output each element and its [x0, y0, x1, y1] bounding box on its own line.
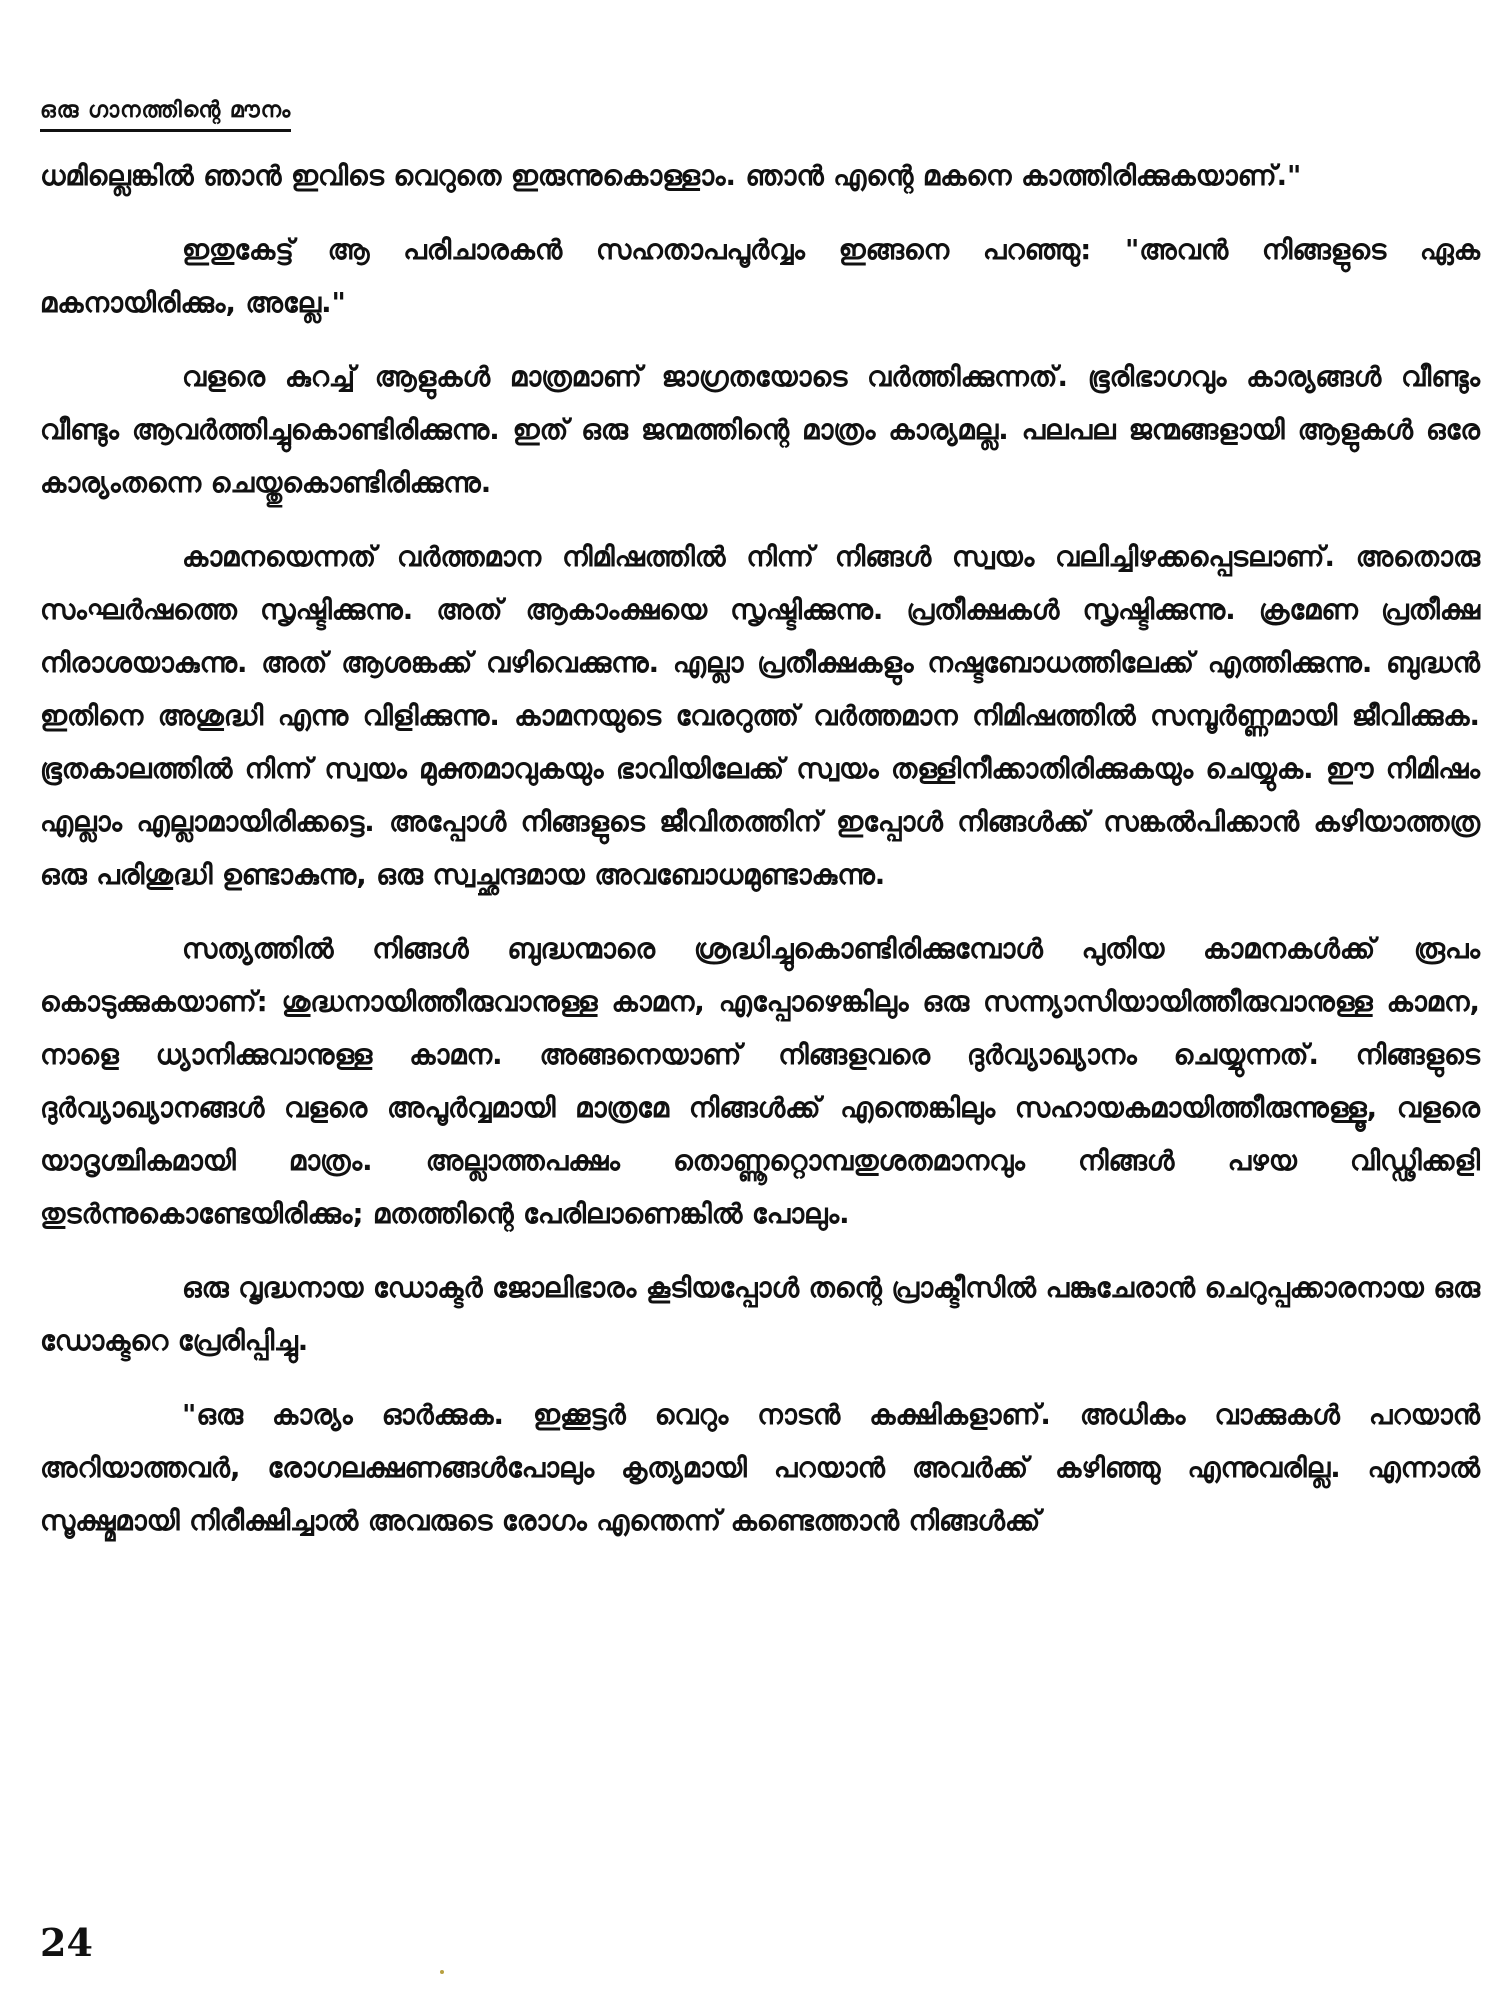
paragraph-2: ഇതുകേട്ട് ആ പരിചാരകൻ സഹതാപപൂർവ്വം ഇങ്ങനെ പറഞ്ഞു: "അവൻ നിങ്ങളുടെ ഏക മകനായിരിക്കും, അല്ലേ."	[40, 234, 1480, 319]
paragraph-1: ധമില്ലെങ്കിൽ ഞാൻ ഇവിടെ വെറുതെ ഇരുന്നുകൊള്ളാം. ഞാൻ എന്റെ മകനെ കാത്തിരിക്കുകയാണ്."	[40, 160, 1302, 192]
page-number: 24	[40, 1920, 93, 1965]
paragraph-4: കാമനയെന്നത് വർത്തമാന നിമിഷത്തിൽ നിന്ന് നിങ്ങൾ സ്വയം വലിച്ചിഴക്കപ്പെടലാണ്. അതൊരു സംഘർഷത്തെ സൃഷ്ടിക്കുന്നു. അത് ആകാംക്ഷയെ സൃഷ്ടിക്കുന്നു. പ്രതീക്ഷകൾ സൃഷ്ടിക്കുന്നു. ക്രമേണ പ്രതീക്ഷ നിരാശയാകുന്നു. അത് ആശങ്കക്ക് വഴിവെക്കുന്നു. എല്ലാ പ്രതീക്ഷകളും നഷ്ടബോധത്തിലേക്ക് എത്തിക്കുന്നു. ബുദ്ധൻ ഇതിനെ അശുദ്ധി എന്നു വിളിക്കുന്നു. കാമനയുടെ വേരറുത്ത് വർത്തമാന നിമിഷത്തിൽ സമ്പൂർണ്ണമായി ജീവിക്കുക. ഭൂതകാലത്തിൽ നിന്ന് സ്വയം മുക്തമാവുകയും ഭാവിയിലേക്ക് സ്വയം തള്ളിനീക്കാതിരിക്കുകയും ചെയ്യുക. ഈ നിമിഷം എല്ലാം എല്ലാമായിരിക്കട്ടെ. അപ്പോൾ നിങ്ങളുടെ ജീവിതത്തിന് ഇപ്പോൾ നിങ്ങൾക്ക് സങ്കൽപിക്കാൻ കഴിയാത്തത്ര ഒരു പരിശുദ്ധി ഉണ്ടാകുന്നു, ഒരു സ്വച്ഛന്ദമായ അവബോധമുണ്ടാകുന്നു.	[40, 541, 1480, 891]
paragraph-5: സത്യത്തിൽ നിങ്ങൾ ബുദ്ധന്മാരെ ശ്രദ്ധിച്ചുകൊണ്ടിരിക്കുമ്പോൾ പുതിയ കാമനകൾക്ക് രൂപം കൊടുക്കുകയാണ്: ശുദ്ധനായിത്തീരുവാനുള്ള കാമന, എപ്പോഴെങ്കിലും ഒരു സന്ന്യാസിയായിത്തീരുവാനുള്ള കാമന, നാളെ ധ്യാനിക്കുവാനുള്ള കാമന. അങ്ങനെയാണ് നിങ്ങളവരെ ദുർവ്യാഖ്യാനം ചെയ്യുന്നത്. നിങ്ങളുടെ ദുർവ്യാഖ്യാനങ്ങൾ വളരെ അപൂർവ്വമായി മാത്രമേ നിങ്ങൾക്ക് എന്തെങ്കിലും സഹായകമായിത്തീരുന്നുള്ളൂ, വളരെ യാദൃശ്ചികമായി മാത്രം. അല്ലാത്തപക്ഷം തൊണ്ണൂറ്റൊമ്പതുശതമാനവും നിങ്ങൾ പഴയ വിഡ്ഢിക്കളി തുടർന്നുകൊണ്ടേയിരിക്കും; മതത്തിന്റെ പേരിലാണെങ്കിൽ പോലും.	[40, 933, 1480, 1230]
body-text	[40, 150, 1480, 1569]
ink-speck	[440, 1970, 444, 1974]
paragraph-6: ഒരു വൃദ്ധനായ ഡോക്ടർ ജോലിഭാരം കൂടിയപ്പോൾ തന്റെ പ്രാക്ടീസിൽ പങ്കുചേരാൻ ചെറുപ്പക്കാരനായ ഒരു ഡോക്ടറെ പ്രേരിപ്പിച്ചു.	[40, 1272, 1480, 1357]
paragraph-3: വളരെ കുറച്ച് ആളുകൾ മാത്രമാണ് ജാഗ്രതയോടെ വർത്തിക്കുന്നത്. ഭൂരിഭാഗവും കാര്യങ്ങൾ വീണ്ടും വീണ്ടും ആവർത്തിച്ചുകൊണ്ടിരിക്കുന്നു. ഇത് ഒരു ജന്മത്തിന്റെ മാത്രം കാര്യമല്ല. പലപല ജന്മങ്ങളായി ആളുകൾ ഒരേ കാര്യംതന്നെ ചെയ്തുകൊണ്ടിരിക്കുന്നു.	[40, 361, 1480, 499]
paragraph-7: "ഒരു കാര്യം ഓർക്കുക. ഇക്കൂട്ടർ വെറും നാടൻ കക്ഷികളാണ്. അധികം വാക്കുകൾ പറയാൻ അറിയാത്തവർ, രോഗലക്ഷണങ്ങൾപോലും കൃത്യമായി പറയാൻ അവർക്ക് കഴിഞ്ഞു എന്നുവരില്ല. എന്നാൽ സൂക്ഷ്മമായി നിരീക്ഷിച്ചാൽ അവരുടെ രോഗം എന്തെന്ന് കണ്ടെത്താൻ നിങ്ങൾക്ക്	[40, 1399, 1480, 1537]
running-title: ഒരു ഗാനത്തിന്റെ മൗനം	[40, 98, 291, 132]
